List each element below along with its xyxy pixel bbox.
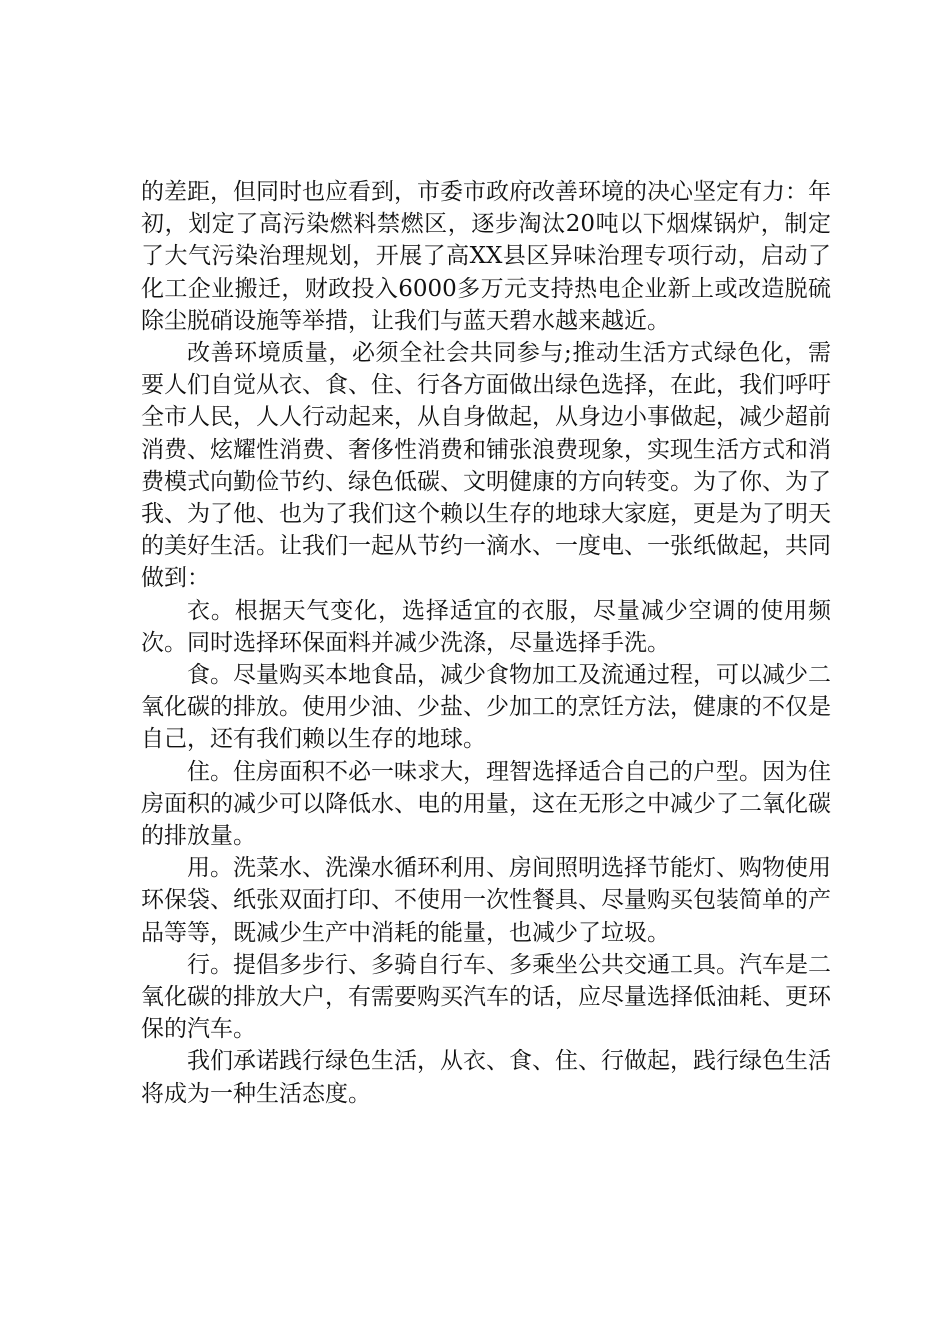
paragraph-travel: 行。提倡多步行、多骑自行车、多乘坐公共交通工具。汽车是二氧化碳的排放大户，有需要购买汽车的话，应尽量选择低油耗、更环保的汽车。: [141, 951, 831, 1043]
paragraph-clothing: 衣。根据天气变化，选择适宜的衣服，尽量减少空调的使用频次。同时选择环保面料并减少洗涤，尽量选择手洗。: [141, 597, 831, 656]
paragraph-call-to-action: 改善环境质量，必须全社会共同参与;推动生活方式绿色化，需要人们自觉从衣、食、住、行各方面做出绿色选择，在此，我们呼吁全市人民，人人行动起来，从自身做起，从身边小事做起，减少超前消费、炫耀性消费、奢侈性消费和铺张浪费现象，实现生活方式和消费模式向勤俭节约、绿色低碳、文明健康的方向转变。为了你、为了我、为了他、也为了我们这个赖以生存的地球大家庭，更是为了明天的美好生活。让我们一起从节约一滴水、一度电、一张纸做起，共同做到：: [141, 340, 831, 592]
document-body: [141, 176, 831, 1110]
paragraph-food: 食。尽量购买本地食品，减少食物加工及流通过程，可以减少二氧化碳的排放。使用少油、少盐、少加工的烹饪方法，健康的不仅是自己，还有我们赖以生存的地球。: [141, 662, 831, 753]
paragraph-usage: 用。洗菜水、洗澡水循环利用、房间照明选择节能灯、购物使用环保袋、纸张双面打印、不使用一次性餐具、尽量购买包装简单的产品等等，既减少生产中消耗的能量，也减少了垃圾。: [141, 855, 831, 946]
paragraph-pledge: 我们承诺践行绿色生活，从衣、食、住、行做起，践行绿色生活将成为一种生活态度。: [141, 1048, 831, 1107]
paragraph-continuation: 的差距，但同时也应看到，市委市政府改善环境的决心坚定有力：年初，划定了高污染燃料禁燃区，逐步淘汰20吨以下烟煤锅炉，制定了大气污染治理规划，开展了高XX县区异味治理专项行动，启动了化工企业搬迁，财政投入6000多万元支持热电企业新上或改造脱硫除尘脱硝设施等举措，让我们与蓝天碧水越来越近。: [141, 179, 831, 334]
paragraph-housing: 住。住房面积不必一味求大，理智选择适合自己的户型。因为住房面积的减少可以降低水、电的用量，这在无形之中减少了二氧化碳的排放量。: [141, 758, 831, 850]
